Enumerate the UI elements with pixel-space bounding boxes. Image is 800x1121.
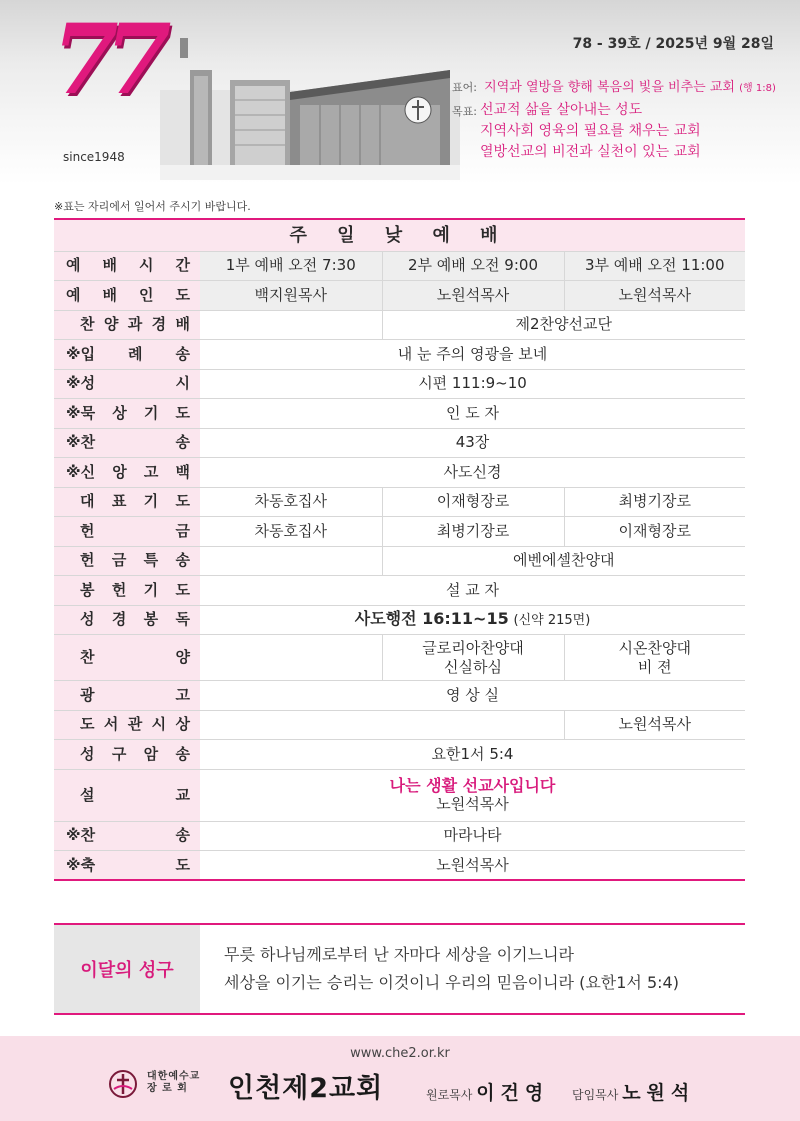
row-label: 예 배 시 간 <box>54 251 200 281</box>
goal-label-row <box>452 103 480 119</box>
elder-title: 원로목사 <box>426 1088 473 1102</box>
standing-notice: ※표는 자리에서 일어서 주시기 바랍니다. <box>54 200 251 213</box>
row-label: ※입 례 송 <box>54 340 200 370</box>
table-title-row <box>54 219 745 251</box>
table-row <box>54 487 745 517</box>
preacher: 노원석목사 <box>436 795 509 813</box>
header-banner <box>0 0 800 185</box>
table-row <box>54 458 745 488</box>
choir-name: 시온찬양대 <box>618 638 691 657</box>
service-time-2: 2부 예배 오전 9:00 <box>382 251 564 281</box>
leader-1: 백지원목사 <box>200 281 382 311</box>
table-row <box>54 851 745 881</box>
verse-line: 무릇 하나님께로부터 난 자마다 세상을 이기느니라 <box>224 945 575 964</box>
row-label: ※성 시 <box>54 369 200 399</box>
table-row <box>54 340 745 370</box>
prayer-2: 이재형장로 <box>382 487 564 517</box>
row-label: 광 고 <box>54 681 200 711</box>
verse-of-month <box>54 923 745 1015</box>
anthem-3 <box>564 635 745 681</box>
row-label: 봉 헌 기 도 <box>54 576 200 606</box>
table-row <box>54 517 745 547</box>
praise-team: 제2찬양선교단 <box>382 310 745 340</box>
table-row <box>54 428 745 458</box>
table-row <box>54 681 745 711</box>
verse-text <box>200 925 679 1013</box>
table-row <box>54 310 745 340</box>
scripture-reading <box>200 605 745 635</box>
table-row <box>54 369 745 399</box>
silent-prayer: 인 도 자 <box>200 399 745 429</box>
goal-item: 열방선교의 비전과 실천이 있는 교회 <box>480 144 701 160</box>
footer <box>0 1036 800 1121</box>
empty-cell <box>200 710 564 740</box>
row-label: 도 서 관 시 상 <box>54 710 200 740</box>
table-row <box>54 605 745 635</box>
scripture-passage: 사도행전 16:11~15 <box>354 609 509 629</box>
since-year: since1948 <box>63 150 125 164</box>
scripture-page: (신약 215면) <box>513 613 591 629</box>
empty-cell <box>200 635 382 681</box>
row-label: ※찬 송 <box>54 821 200 851</box>
hymn-number: 43장 <box>200 428 745 458</box>
denomination <box>147 1071 200 1095</box>
service-time-1: 1부 예배 오전 7:30 <box>200 251 382 281</box>
denomination-line: 장 로 회 <box>147 1083 188 1094</box>
anniversary-logo: 77 <box>52 3 158 116</box>
anthem-2 <box>382 635 564 681</box>
announcements: 영 상 실 <box>200 681 745 711</box>
leader-3: 노원석목사 <box>564 281 745 311</box>
table-row <box>54 399 745 429</box>
closing-hymn: 마라나타 <box>200 821 745 851</box>
prayer-1: 차동호집사 <box>200 487 382 517</box>
prayer-3: 최병기장로 <box>564 487 745 517</box>
entrance-hymn: 내 눈 주의 영광을 보네 <box>200 340 745 370</box>
verse-line: 세상을 이기는 승리는 이것이니 우리의 믿음이니라 (요한1서 5:4) <box>224 973 679 992</box>
sermon-title: 나는 생활 선교사입니다 <box>389 776 556 795</box>
choir-name: 글로리아찬양대 <box>422 638 524 657</box>
row-label: 찬 양 과 경 배 <box>54 310 200 340</box>
table-row <box>54 251 745 281</box>
row-label: 성 경 봉 독 <box>54 605 200 635</box>
table-row <box>54 769 745 821</box>
senior-pastor <box>572 1078 695 1105</box>
elder-name: 이건영 <box>476 1082 550 1104</box>
offering-special: 에벤에셀찬양대 <box>382 546 745 576</box>
empty-cell <box>200 310 382 340</box>
service-time-3: 3부 예배 오전 11:00 <box>564 251 745 281</box>
row-label: 성 구 암 송 <box>54 740 200 770</box>
row-label: 예 배 인 도 <box>54 281 200 311</box>
anthem-title: 비 젼 <box>637 657 672 676</box>
row-label: ※찬 송 <box>54 428 200 458</box>
church-emblem-icon <box>108 1069 138 1099</box>
offering-2: 최병기장로 <box>382 517 564 547</box>
leader-2: 노원석목사 <box>382 281 564 311</box>
anthem-title: 신실하심 <box>444 657 502 676</box>
table-row <box>54 710 745 740</box>
table-row <box>54 546 745 576</box>
motto-label: 표어: <box>452 81 477 94</box>
verse-label: 이달의 성구 <box>54 925 200 1013</box>
offering-1: 차동호집사 <box>200 517 382 547</box>
senior-title: 담임목사 <box>572 1088 619 1102</box>
motto-reference: (행 1:8) <box>739 83 776 94</box>
elder-pastor <box>426 1078 549 1105</box>
row-label: ※신 앙 고 백 <box>54 458 200 488</box>
church-name: 인천제2교회 <box>228 1073 384 1104</box>
row-label: 찬 양 <box>54 635 200 681</box>
church-building-photo <box>160 30 460 180</box>
psalm-reading: 시편 111:9~10 <box>200 369 745 399</box>
table-row <box>54 821 745 851</box>
memory-verse: 요한1서 5:4 <box>200 740 745 770</box>
offering-3: 이재형장로 <box>564 517 745 547</box>
table-row <box>54 635 745 681</box>
row-label: 대 표 기 도 <box>54 487 200 517</box>
offertory-prayer: 설 교 자 <box>200 576 745 606</box>
table-row <box>54 281 745 311</box>
worship-schedule-table <box>54 218 745 881</box>
sermon <box>200 769 745 821</box>
issue-date: 78 - 39호 / 2025년 9월 28일 <box>572 36 774 52</box>
empty-cell <box>200 546 382 576</box>
website-link[interactable]: www.che2.or.kr <box>350 1046 450 1061</box>
row-label: 헌 금 <box>54 517 200 547</box>
row-label: ※축 도 <box>54 851 200 881</box>
table-row <box>54 576 745 606</box>
creed: 사도신경 <box>200 458 745 488</box>
table-row <box>54 740 745 770</box>
goal-label: 목표: <box>452 105 477 118</box>
goal-list <box>480 100 701 163</box>
benediction: 노원석목사 <box>200 851 745 881</box>
motto-text: 지역과 열방을 향해 복음의 빛을 비추는 교회 <box>484 80 735 95</box>
library-award: 노원석목사 <box>564 710 745 740</box>
goal-item: 지역사회 영육의 필요를 채우는 교회 <box>480 123 701 139</box>
senior-name: 노원석 <box>622 1082 696 1104</box>
row-label: 설 교 <box>54 769 200 821</box>
worship-title: 주 일 낮 예 배 <box>54 219 745 251</box>
motto-line <box>452 76 776 95</box>
row-label: 헌 금 특 송 <box>54 546 200 576</box>
goal-item: 선교적 삶을 살아내는 성도 <box>480 102 643 118</box>
row-label: ※묵 상 기 도 <box>54 399 200 429</box>
denomination-line: 대한예수교 <box>147 1071 201 1082</box>
